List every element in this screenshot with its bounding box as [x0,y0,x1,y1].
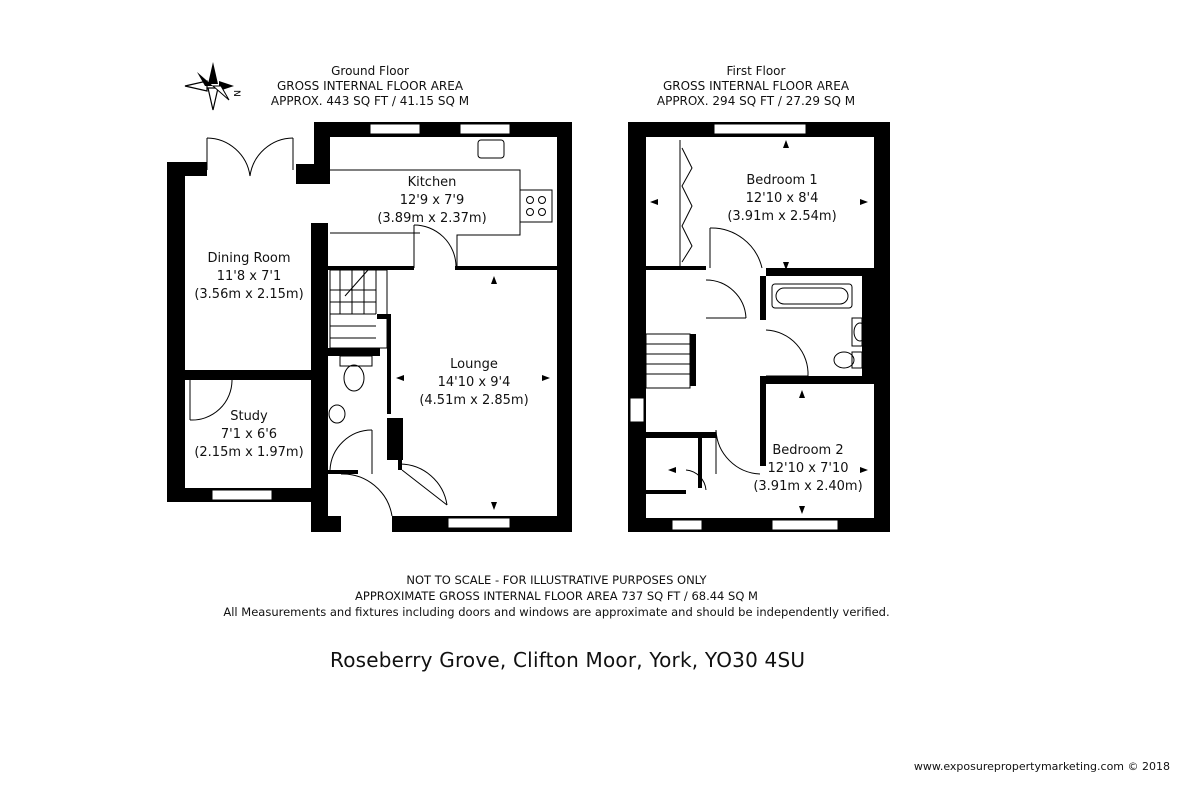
first-floor-area-label: GROSS INTERNAL FLOOR AREA [662,79,850,93]
room-metric: (2.15m x 1.97m) [194,445,304,460]
disclaimer-line-2: APPROXIMATE GROSS INTERNAL FLOOR AREA 737 SQ FT / 68.44 SQ M [355,589,758,603]
disclaimer-line-1: NOT TO SCALE - FOR ILLUSTRATIVE PURPOSES ONLY [406,573,707,587]
room-name: Bedroom 1 [746,173,818,188]
room-bedroom-2 [746,442,870,496]
ground-stairs [330,270,387,348]
room-name: Kitchen [407,175,457,190]
first-floor-title: First Floor [726,64,786,78]
room-imperial: 11'8 x 7'1 [216,269,282,284]
disclaimer-line-3: All Measurements and fixtures including doors and windows are approximate and should be independently verified. [223,605,890,619]
copyright-credit: www.exposurepropertymarketing.com © 2018 [913,760,1170,773]
room-metric: (3.56m x 2.15m) [194,287,304,302]
ground-floor-walls [167,122,572,532]
room-dining [188,250,310,304]
room-metric: (3.89m x 2.37m) [377,211,487,226]
ground-floor-title: Ground Floor [331,64,409,78]
first-floor-heading [650,64,862,109]
room-imperial: 7'1 x 6'6 [220,427,278,442]
room-lounge [412,356,536,410]
disclaimer [0,572,1113,620]
room-name: Dining Room [207,251,291,266]
room-metric: (3.91m x 2.54m) [727,209,837,224]
room-imperial: 12'10 x 8'4 [745,191,819,206]
ground-floor-area-label: GROSS INTERNAL FLOOR AREA [276,79,464,93]
room-study [190,408,308,462]
room-name: Lounge [450,357,498,372]
room-name: Bedroom 2 [772,443,844,458]
ground-floor-area-value: APPROX. 443 SQ FT / 41.15 SQ M [270,94,470,108]
ground-floor-heading [265,64,475,109]
room-metric: (4.51m x 2.85m) [419,393,529,408]
compass-rose-icon [185,62,241,110]
first-floor-area-value: APPROX. 294 SQ FT / 27.29 SQ M [656,94,856,108]
room-imperial: 12'10 x 7'10 [767,461,849,476]
room-name: Study [230,409,268,424]
room-imperial: 12'9 x 7'9 [399,193,465,208]
room-kitchen [372,174,492,228]
compass-north-label: N [231,90,241,97]
room-metric: (3.91m x 2.40m) [753,479,863,494]
room-imperial: 14'10 x 9'4 [437,375,511,390]
property-address: Roseberry Grove, Clifton Moor, York, YO30 4SU [330,648,806,672]
room-bedroom-1 [720,172,844,226]
